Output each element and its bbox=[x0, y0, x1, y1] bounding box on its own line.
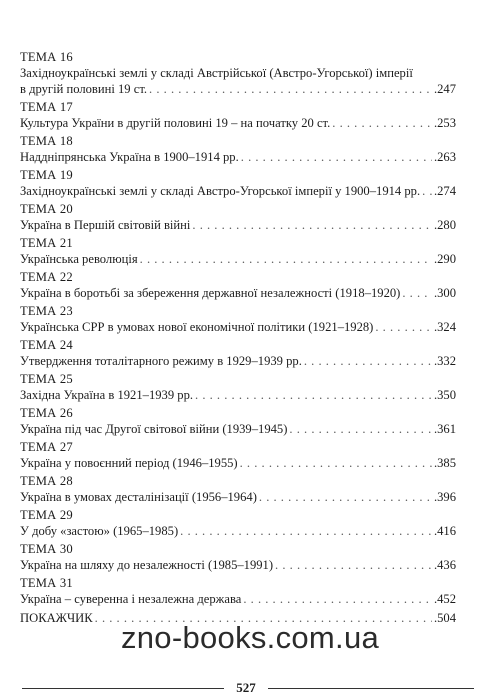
toc-entry[interactable] bbox=[20, 168, 456, 199]
watermark-text: zno-books.com.ua bbox=[120, 620, 380, 655]
toc-entry-page: .280 bbox=[433, 218, 456, 232]
toc-entry[interactable] bbox=[20, 474, 456, 505]
toc-entry-page: .290 bbox=[433, 252, 456, 266]
toc-leader-dots bbox=[241, 149, 432, 165]
toc-leader-dots bbox=[332, 115, 432, 131]
toc-entry-page: .332 bbox=[433, 354, 456, 368]
toc-entry[interactable] bbox=[20, 406, 456, 437]
toc-leader-dots bbox=[240, 455, 432, 471]
table-of-contents bbox=[20, 50, 456, 629]
toc-entry-title: Українська СРР в умовах нової економічної політики (1921–1928) bbox=[20, 320, 374, 334]
toc-entry-heading: ТЕМА 28 bbox=[20, 474, 73, 488]
toc-leader-dots bbox=[375, 319, 432, 335]
toc-entry[interactable] bbox=[20, 542, 456, 573]
toc-entry[interactable] bbox=[20, 134, 456, 165]
toc-entry-heading: ТЕМА 19 bbox=[20, 168, 73, 182]
toc-leader-dots bbox=[289, 421, 432, 437]
toc-entry-page: .300 bbox=[433, 286, 456, 300]
toc-entry[interactable] bbox=[20, 236, 456, 267]
toc-entry-title: Україна на шляху до незалежності (1985–1991) bbox=[20, 558, 274, 572]
toc-index-label: ПОКАЖЧИК bbox=[20, 611, 93, 625]
toc-entry-page: .361 bbox=[433, 422, 456, 436]
toc-entry-title: Західноукраїнські землі у складі Австрійської (Австро-Угорської) імперії bbox=[20, 66, 413, 80]
toc-entry-heading: ТЕМА 27 bbox=[20, 440, 73, 454]
toc-entry-title: Україна під час Другої світової війни (1939–1945) bbox=[20, 422, 288, 436]
footer-rule-left bbox=[22, 688, 224, 689]
toc-entry-heading: ТЕМА 18 bbox=[20, 134, 73, 148]
toc-entry-heading: ТЕМА 25 bbox=[20, 372, 73, 386]
toc-entry-title: Утвердження тоталітарного режиму в 1929–1939 рр. bbox=[20, 354, 302, 368]
toc-entry-page: .350 bbox=[433, 388, 456, 402]
toc-entry[interactable] bbox=[20, 576, 456, 607]
toc-entry-heading: ТЕМА 30 bbox=[20, 542, 73, 556]
toc-entry-title: Україна у повоєнний період (1946–1955) bbox=[20, 456, 238, 470]
toc-entry-title: Україна – суверенна і незалежна держава bbox=[20, 592, 242, 606]
toc-list bbox=[20, 50, 456, 607]
toc-entry-heading: ТЕМА 21 bbox=[20, 236, 73, 250]
toc-leader-dots bbox=[195, 387, 432, 403]
toc-entry-page: .274 bbox=[433, 184, 456, 198]
toc-entry[interactable] bbox=[20, 440, 456, 471]
toc-entry-page: .324 bbox=[433, 320, 456, 334]
toc-entry-heading: ТЕМА 23 bbox=[20, 304, 73, 318]
toc-entry-heading: ТЕМА 17 bbox=[20, 100, 73, 114]
toc-entry-title: Західноукраїнські землі у складі Австро-Угорської імперії у 1900–1914 рр. bbox=[20, 184, 421, 198]
toc-leader-dots bbox=[140, 251, 432, 267]
toc-leader-dots bbox=[275, 557, 432, 573]
toc-entry-page: .253 bbox=[433, 116, 456, 130]
toc-entry[interactable] bbox=[20, 100, 456, 131]
toc-entry-title: в другій половині 19 ст. bbox=[20, 82, 148, 96]
toc-leader-dots bbox=[192, 217, 432, 233]
toc-leader-dots bbox=[243, 591, 432, 607]
toc-entry-page: .452 bbox=[433, 592, 456, 606]
toc-entry-heading: ТЕМА 29 bbox=[20, 508, 73, 522]
toc-entry-title: Українська революція bbox=[20, 252, 138, 266]
toc-entry[interactable] bbox=[20, 508, 456, 539]
page-number: 527 bbox=[236, 680, 256, 695]
toc-leader-dots bbox=[422, 183, 432, 199]
toc-entry-page: .263 bbox=[433, 150, 456, 164]
toc-entry[interactable] bbox=[20, 270, 456, 301]
toc-entry-page: .436 bbox=[433, 558, 456, 572]
toc-entry-title: Наддніпрянська Україна в 1900–1914 рр. bbox=[20, 150, 239, 164]
toc-index-page: .504 bbox=[433, 611, 456, 625]
footer-rule-right bbox=[268, 688, 474, 689]
toc-entry[interactable] bbox=[20, 338, 456, 369]
toc-entry-heading: ТЕМА 20 bbox=[20, 202, 73, 216]
toc-leader-dots bbox=[304, 353, 432, 369]
toc-entry-heading: ТЕМА 31 bbox=[20, 576, 73, 590]
toc-entry-title: Україна в Першій світовій війні bbox=[20, 218, 191, 232]
toc-entry-title: Західна Україна в 1921–1939 рр. bbox=[20, 388, 194, 402]
toc-entry-title: Україна в умовах десталінізації (1956–1964) bbox=[20, 490, 257, 504]
toc-entry-heading: ТЕМА 16 bbox=[20, 50, 73, 64]
toc-entry-heading: ТЕМА 26 bbox=[20, 406, 73, 420]
toc-entry-page: .416 bbox=[433, 524, 456, 538]
toc-entry-title: Культура України в другій половині 19 – на початку 20 ст. bbox=[20, 116, 331, 130]
toc-entry-title: У добу «застою» (1965–1985) bbox=[20, 524, 179, 538]
toc-entry-title: Україна в боротьбі за збереження державної незалежності (1918–1920) bbox=[20, 286, 401, 300]
toc-leader-dots bbox=[402, 285, 432, 301]
toc-entry[interactable] bbox=[20, 372, 456, 403]
toc-leader-dots bbox=[259, 489, 432, 505]
toc-entry-page: .396 bbox=[433, 490, 456, 504]
toc-entry-page: .385 bbox=[433, 456, 456, 470]
toc-entry[interactable] bbox=[20, 50, 456, 97]
toc-entry-heading: ТЕМА 24 bbox=[20, 338, 73, 352]
toc-leader-dots bbox=[180, 523, 432, 539]
toc-entry[interactable] bbox=[20, 202, 456, 233]
toc-entry[interactable] bbox=[20, 304, 456, 335]
toc-entry-page: .247 bbox=[433, 82, 456, 96]
toc-entry-heading: ТЕМА 22 bbox=[20, 270, 73, 284]
toc-leader-dots bbox=[149, 81, 432, 97]
